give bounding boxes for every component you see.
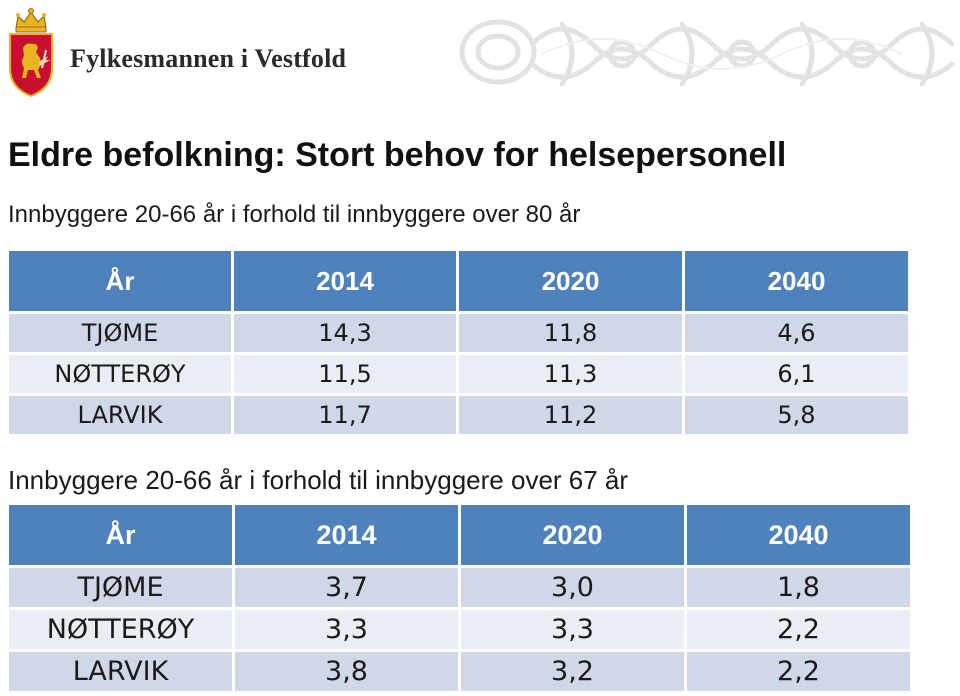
table-header-row xyxy=(8,250,910,313)
organization-name: Fylkesmannen i Vestfold xyxy=(70,44,347,73)
value-cell: 6,1 xyxy=(684,354,910,395)
column-header: 2040 xyxy=(684,250,910,313)
column-header: 2020 xyxy=(458,250,684,313)
table-header-row xyxy=(8,504,912,567)
value-cell: 11,3 xyxy=(458,354,684,395)
table1-caption: Innbyggere 20-66 år i forhold til innbyggere over 80 år xyxy=(8,201,581,228)
ratio-table-over-80 xyxy=(6,248,911,437)
header xyxy=(0,0,960,100)
value-cell: 5,8 xyxy=(684,395,910,436)
ratio-table-over-67 xyxy=(6,502,913,694)
table-row xyxy=(8,395,910,436)
municipality-cell: TJØME xyxy=(8,313,233,354)
value-cell: 1,8 xyxy=(686,567,912,609)
column-header: 2014 xyxy=(234,504,460,567)
viking-ornament-icon xyxy=(452,4,960,94)
table2-caption: Innbyggere 20-66 år i forhold til innbyggere over 67 år xyxy=(8,465,629,495)
value-cell: 3,2 xyxy=(460,651,686,693)
column-header: 2040 xyxy=(686,504,912,567)
value-cell: 4,6 xyxy=(684,313,910,354)
municipality-cell: LARVIK xyxy=(8,395,233,436)
value-cell: 11,8 xyxy=(458,313,684,354)
page-title: Eldre befolkning: Stort behov for helsepersonell xyxy=(8,136,787,174)
municipality-cell: NØTTERØY xyxy=(8,609,234,651)
value-cell: 2,2 xyxy=(686,609,912,651)
column-header: År xyxy=(8,504,234,567)
column-header: 2014 xyxy=(233,250,458,313)
municipality-cell: NØTTERØY xyxy=(8,354,233,395)
value-cell: 11,2 xyxy=(458,395,684,436)
table-row xyxy=(8,313,910,354)
table-row xyxy=(8,651,912,693)
value-cell: 3,3 xyxy=(460,609,686,651)
value-cell: 3,0 xyxy=(460,567,686,609)
value-cell: 3,8 xyxy=(234,651,460,693)
value-cell: 14,3 xyxy=(233,313,458,354)
municipality-cell: TJØME xyxy=(8,567,234,609)
coat-of-arms-icon xyxy=(6,6,56,98)
table-row xyxy=(8,567,912,609)
value-cell: 3,7 xyxy=(234,567,460,609)
value-cell: 3,3 xyxy=(234,609,460,651)
table-row xyxy=(8,354,910,395)
table-row xyxy=(8,609,912,651)
column-header: 2020 xyxy=(460,504,686,567)
municipality-cell: LARVIK xyxy=(8,651,234,693)
value-cell: 2,2 xyxy=(686,651,912,693)
value-cell: 11,5 xyxy=(233,354,458,395)
column-header: År xyxy=(8,250,233,313)
value-cell: 11,7 xyxy=(233,395,458,436)
